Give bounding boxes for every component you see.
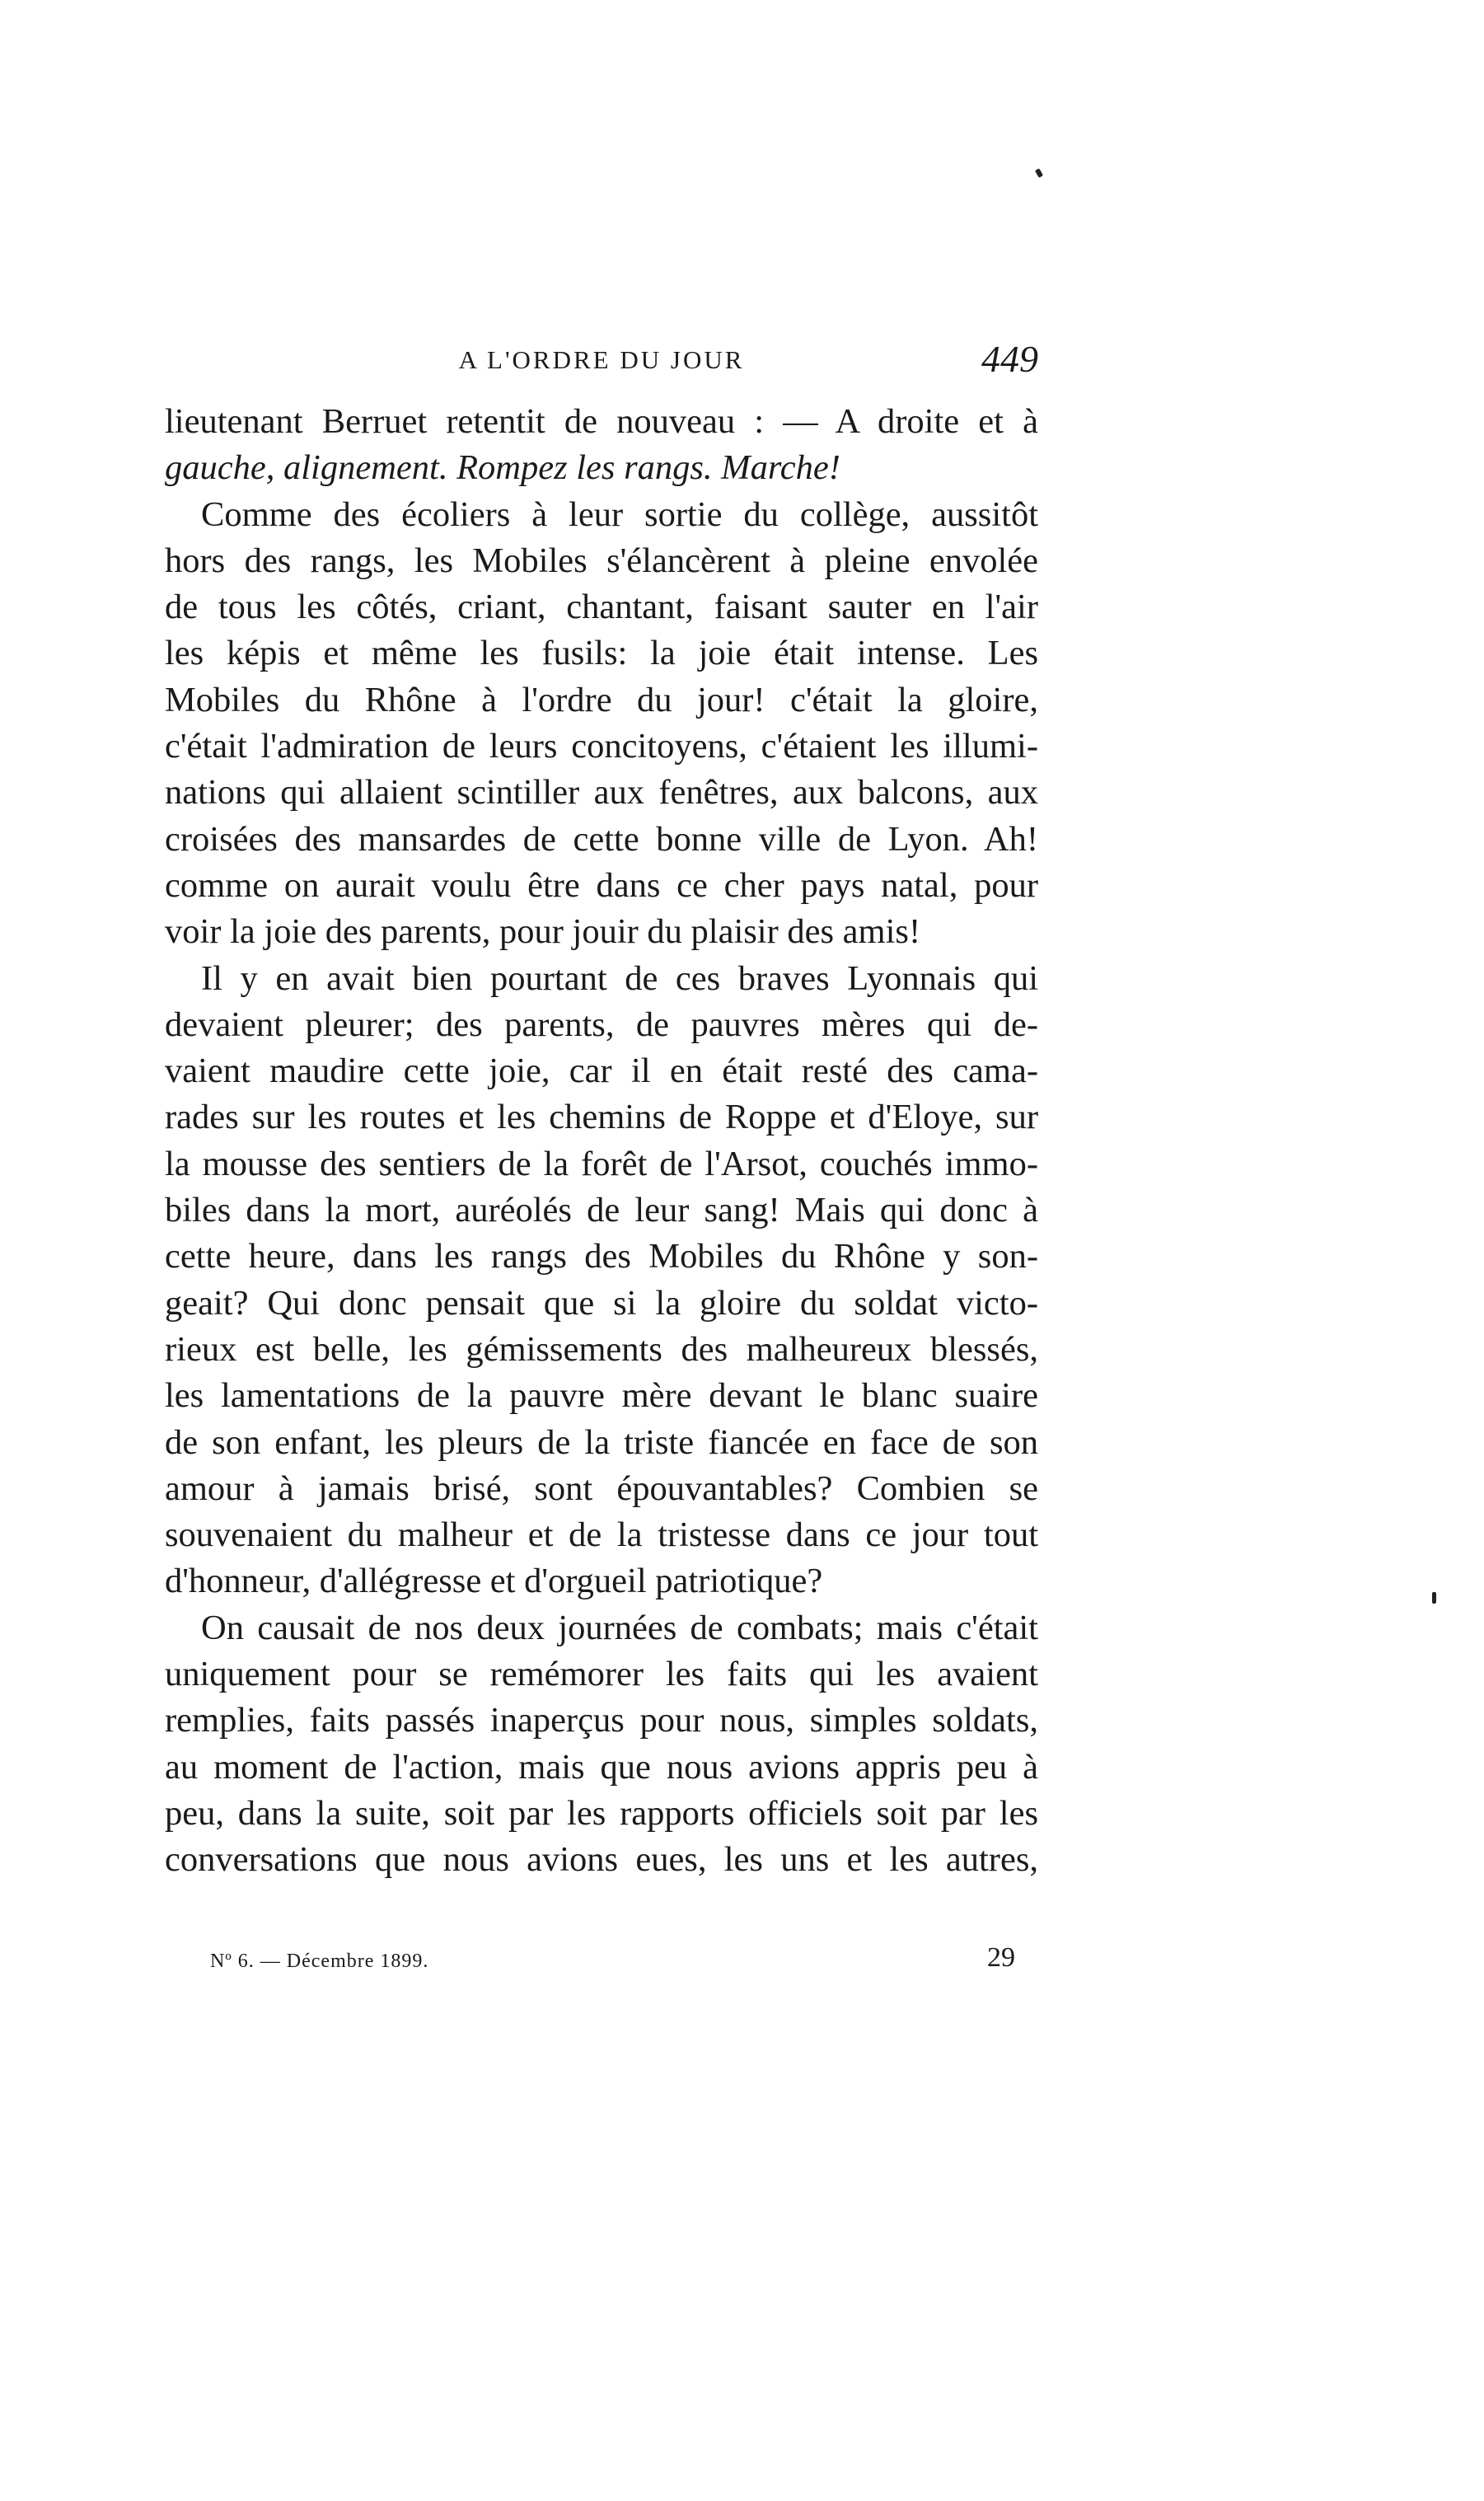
text-line: hors des rangs, les Mobiles s'élancèrent à pleine envolée [165,541,1038,580]
text-line: geait? Qui donc pensait que si la gloire du soldat victo- [165,1283,1038,1323]
text-line: voir la joie des parents, pour jouir du plaisir des amis! [165,912,921,952]
text-line: biles dans la mort, auréolés de leur sang! Mais qui donc à [165,1191,1038,1230]
text-line: nations qui allaient scintiller aux fenêtres, aux balcons, aux [165,773,1038,813]
text-line: souvenaient du malheur et de la tristesse dans ce jour tout [165,1515,1038,1555]
text-line: comme on aurait voulu être dans ce cher pays natal, pour [165,865,1038,905]
signature-mark: 29 [987,1942,1015,1973]
text-line: remplies, faits passés inaperçus pour nous, simples soldats, [165,1701,1038,1740]
ink-speck [1035,168,1043,178]
text-line: les lamentations de la pauvre mère devant le blanc suaire [165,1376,1038,1416]
page-footer [165,1942,1038,1983]
text-line: les képis et même les fusils: la joie était intense. Les [165,634,1038,673]
running-title: A L'ORDRE DU JOUR [458,345,745,374]
issue-line: Nº 6. — Décembre 1899. [210,1951,429,1972]
text-line: rades sur les routes et les chemins de Roppe et d'Eloye, sur [165,1098,1038,1137]
text-line: Il y en avait bien pourtant de ces braves Lyonnais qui [201,958,1038,998]
ink-speck [1432,1592,1436,1604]
text-line: uniquement pour se remémorer les faits qui les avaient [165,1655,1038,1694]
text-line: c'était l'admiration de leurs concitoyens, c'étaient les illumi- [165,727,1038,766]
text-line: amour à jamais brisé, sont épouvantables? Combien se [165,1468,1038,1508]
text-line: la mousse des sentiers de la forêt de l'Arsot, couchés immo- [165,1144,1038,1183]
text-line: au moment de l'action, mais que nous avions appris peu à [165,1747,1038,1787]
page-header [165,334,1038,391]
text-line: devaient pleurer; des parents, de pauvres mères qui de- [165,1005,1038,1044]
text-line: Comme des écoliers à leur sortie du collège, aussitôt [201,494,1038,534]
text-line: gauche, alignement. Rompez les rangs. Marche! [165,448,840,488]
text-line: croisées des mansardes de cette bonne ville de Lyon. Ah! [165,819,1038,859]
text-line: rieux est belle, les gémissements des malheureux blessés, [165,1329,1038,1369]
text-line: lieutenant Berruet retentit de nouveau : — A droite et à [165,402,1038,441]
body-text [165,399,1038,1884]
text-line: de tous les côtés, criant, chantant, faisant sauter en l'air [165,588,1038,627]
text-line: peu, dans la suite, soit par les rapports officiels soit par les [165,1793,1038,1833]
text-line: vaient maudire cette joie, car il en était resté des cama- [165,1051,1038,1091]
text-line: de son enfant, les pleurs de la triste fiancée en face de son [165,1422,1038,1462]
text-line: On causait de nos deux journées de combats; mais c'était [201,1608,1038,1647]
text-line: Mobiles du Rhône à l'ordre du jour! c'était la gloire, [165,680,1038,719]
text-line: d'honneur, d'allégresse et d'orgueil patriotique? [165,1562,823,1601]
text-line: conversations que nous avions eues, les uns et les autres, [165,1840,1038,1880]
text-line: cette heure, dans les rangs des Mobiles du Rhône y son- [165,1237,1038,1276]
page-number: 449 [981,338,1038,380]
